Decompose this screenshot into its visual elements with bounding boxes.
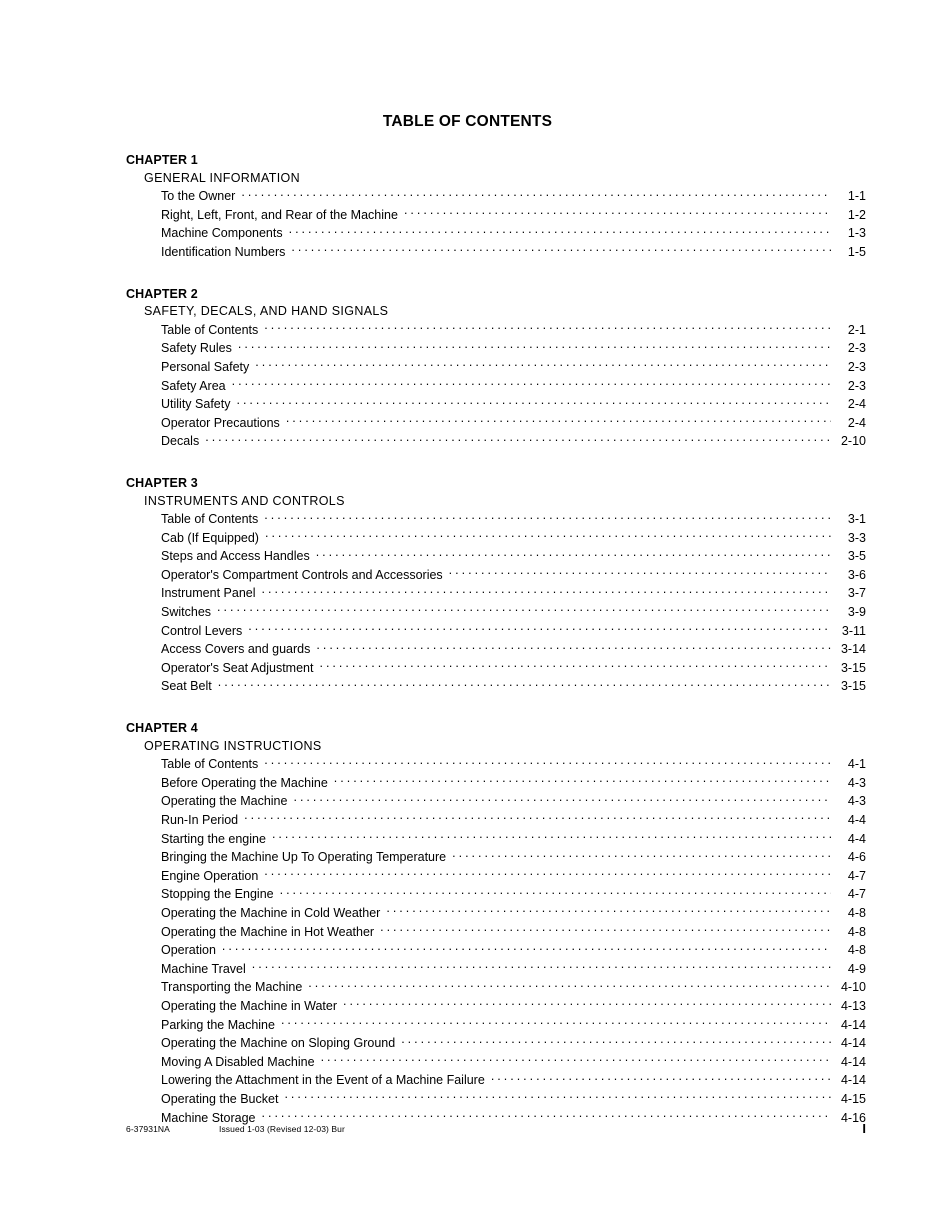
toc-entry-page-number: 2-4 [847, 415, 866, 430]
toc-entry-page-number: 4-16 [840, 1110, 866, 1125]
toc-dot-leader [238, 339, 831, 352]
toc-entry-page-number: 3-15 [840, 679, 866, 694]
toc-entry[interactable] [161, 187, 866, 206]
toc-entry-label: Starting the engine [161, 831, 266, 846]
chapter-title: OPERATING INSTRUCTIONS [144, 738, 322, 753]
toc-entry-label: Parking the Machine [161, 1017, 275, 1032]
toc-entry-page-number: 1-5 [847, 244, 866, 259]
toc-entry-label: Seat Belt [161, 679, 212, 694]
toc-entry[interactable] [161, 339, 866, 358]
toc-entry[interactable] [161, 885, 866, 904]
chapter-label: CHAPTER 4 [126, 721, 198, 736]
toc-entry-label: Before Operating the Machine [161, 775, 328, 790]
toc-entry[interactable] [161, 358, 866, 377]
toc-entry-label: Operating the Machine in Water [161, 998, 338, 1013]
toc-entry-page-number: 4-7 [847, 887, 866, 902]
toc-entry-label: Operation [161, 943, 216, 958]
toc-entry-label: Machine Travel [161, 961, 246, 976]
toc-dot-leader [272, 830, 831, 843]
toc-entry-page-number: 3-3 [847, 530, 866, 545]
toc-dot-leader [248, 622, 831, 635]
toc-dot-leader [293, 792, 831, 805]
toc-dot-leader [289, 224, 831, 237]
toc-dot-leader [316, 547, 831, 560]
toc-entry-page-number: 3-5 [847, 549, 866, 564]
toc-entry-page-number: 4-7 [847, 868, 866, 883]
toc-entry-page-number: 1-2 [847, 207, 866, 222]
toc-entry-page-number: 3-14 [840, 642, 866, 657]
chapter-entry-list [161, 321, 866, 451]
toc-entry[interactable] [161, 677, 866, 696]
toc-dot-leader [264, 867, 831, 880]
toc-dot-leader [265, 529, 831, 542]
toc-entry[interactable] [161, 1053, 866, 1072]
table-of-contents [126, 152, 866, 1127]
toc-entry-page-number: 4-4 [847, 831, 866, 846]
toc-entry-label: Operating the Bucket [161, 1091, 279, 1106]
toc-entry-page-number: 4-10 [840, 980, 866, 995]
chapter-label: CHAPTER 2 [126, 286, 198, 301]
toc-entry-page-number: 4-3 [847, 775, 866, 790]
chapter-label: CHAPTER 3 [126, 475, 198, 490]
toc-entry[interactable] [161, 978, 866, 997]
toc-dot-leader [252, 960, 831, 973]
toc-dot-leader [280, 885, 831, 898]
toc-entry-page-number: 3-11 [841, 623, 866, 638]
toc-entry[interactable] [161, 547, 866, 566]
toc-entry-page-number: 4-13 [840, 998, 866, 1013]
toc-entry[interactable] [161, 395, 866, 414]
toc-entry-label: Table of Contents [161, 512, 259, 527]
toc-entry-page-number: 4-8 [847, 905, 866, 920]
toc-entry-label: Moving A Disabled Machine [161, 1054, 315, 1069]
toc-entry-page-number: 4-14 [840, 1054, 866, 1069]
toc-dot-leader [452, 848, 831, 861]
toc-dot-leader [401, 1034, 831, 1047]
toc-dot-leader [284, 1090, 831, 1103]
toc-dot-leader [281, 1016, 831, 1029]
toc-entry-label: Instrument Panel [161, 586, 256, 601]
footer-part-number: 6-37931NA [126, 1124, 170, 1134]
toc-entry[interactable] [161, 622, 866, 641]
toc-entry[interactable] [161, 774, 866, 793]
toc-entry-label: Table of Contents [161, 757, 259, 772]
toc-dot-leader [291, 243, 831, 256]
toc-entry-label: Operator's Compartment Controls and Accessories [161, 567, 443, 582]
toc-dot-leader [316, 640, 831, 653]
toc-dot-leader [334, 774, 831, 787]
toc-entry[interactable] [161, 755, 866, 774]
page-footer [126, 1121, 866, 1144]
chapter-block [126, 475, 866, 696]
toc-entry-label: Lowering the Attachment in the Event of a Machine Failure [161, 1073, 485, 1088]
toc-entry-page-number: 1-3 [847, 226, 866, 241]
toc-dot-leader [319, 659, 831, 672]
toc-dot-leader [380, 923, 831, 936]
toc-dot-leader [264, 321, 831, 334]
toc-entry[interactable] [161, 224, 866, 243]
toc-entry-label: Operator Precautions [161, 415, 280, 430]
toc-dot-leader [255, 358, 831, 371]
toc-entry-label: Safety Area [161, 378, 226, 393]
toc-entry[interactable] [161, 566, 866, 585]
toc-entry-label: Operating the Machine in Cold Weather [161, 905, 381, 920]
toc-entry[interactable] [161, 811, 866, 830]
toc-entry-page-number: 4-14 [840, 1017, 866, 1032]
toc-entry-page-number: 2-4 [847, 397, 866, 412]
toc-dot-leader [218, 677, 831, 690]
toc-entry-label: Engine Operation [161, 868, 259, 883]
toc-entry-label: Switches [161, 605, 212, 620]
toc-entry-label: Access Covers and guards [161, 642, 311, 657]
toc-entry[interactable] [161, 997, 866, 1016]
toc-dot-leader [321, 1053, 831, 1066]
toc-entry-label: Table of Contents [161, 322, 259, 337]
toc-dot-leader [262, 1109, 831, 1122]
toc-entry-label: Bringing the Machine Up To Operating Temperature [161, 850, 447, 865]
toc-entry-page-number: 4-15 [840, 1091, 866, 1106]
toc-entry-page-number: 4-6 [847, 850, 866, 865]
chapter-block [126, 720, 866, 1127]
toc-entry-page-number: 1-1 [847, 189, 866, 204]
toc-entry-label: To the Owner [161, 189, 236, 204]
toc-dot-leader [386, 904, 831, 917]
toc-entry[interactable] [161, 377, 866, 396]
toc-dot-leader [264, 510, 831, 523]
toc-entry[interactable] [161, 830, 866, 849]
toc-dot-leader [286, 414, 831, 427]
toc-entry-label: Operator's Seat Adjustment [161, 660, 314, 675]
chapter-label: CHAPTER 1 [126, 153, 198, 167]
toc-dot-leader [241, 187, 831, 200]
toc-entry-label: Utility Safety [161, 397, 231, 412]
toc-entry-label: Safety Rules [161, 341, 232, 356]
toc-entry-label: Stopping the Engine [161, 887, 274, 902]
toc-entry-page-number: 4-9 [847, 961, 866, 976]
toc-entry-label: Transporting the Machine [161, 980, 303, 995]
toc-entry[interactable] [161, 640, 866, 659]
toc-entry-label: Steps and Access Handles [161, 549, 310, 564]
toc-entry-page-number: 2-3 [847, 378, 866, 393]
toc-entry-page-number: 3-15 [840, 660, 866, 675]
toc-entry-label: Decals [161, 434, 200, 449]
toc-entry[interactable] [161, 584, 866, 603]
toc-entry-page-number: 4-3 [847, 794, 866, 809]
chapter-title: INSTRUMENTS AND CONTROLS [144, 493, 345, 508]
toc-entry-page-number: 4-8 [847, 924, 866, 939]
toc-entry-page-number: 4-8 [847, 943, 866, 958]
toc-entry-label: Right, Left, Front, and Rear of the Machine [161, 207, 398, 222]
page-title: TABLE OF CONTENTS [382, 113, 553, 130]
toc-entry-page-number: 2-10 [840, 434, 866, 449]
chapter-title: GENERAL INFORMATION [144, 170, 300, 185]
toc-entry[interactable] [161, 867, 866, 886]
toc-entry-page-number: 3-7 [847, 586, 866, 601]
toc-entry[interactable] [161, 529, 866, 548]
toc-entry[interactable] [161, 941, 866, 960]
toc-dot-leader [343, 997, 831, 1010]
chapter-entry-list [161, 755, 866, 1127]
toc-dot-leader [404, 206, 831, 219]
toc-entry-page-number: 3-9 [847, 605, 866, 620]
toc-entry[interactable] [161, 1090, 866, 1109]
toc-dot-leader [244, 811, 831, 824]
toc-entry-label: Operating the Machine [161, 794, 288, 809]
toc-entry[interactable] [161, 1016, 866, 1035]
toc-entry[interactable] [161, 1071, 866, 1090]
toc-entry-label: Operating the Machine on Sloping Ground [161, 1036, 396, 1051]
toc-entry-page-number: 4-1 [847, 757, 866, 772]
toc-entry-label: Machine Components [161, 226, 283, 241]
toc-entry-page-number: 2-3 [847, 341, 866, 356]
toc-dot-leader [262, 584, 832, 597]
toc-entry[interactable] [161, 904, 866, 923]
toc-entry[interactable] [161, 243, 866, 262]
toc-entry-page-number: 3-1 [847, 512, 866, 527]
toc-entry[interactable] [161, 923, 866, 942]
toc-entry[interactable] [161, 432, 866, 451]
toc-entry[interactable] [161, 792, 866, 811]
toc-dot-leader [236, 395, 831, 408]
toc-entry[interactable] [161, 960, 866, 979]
toc-entry[interactable] [161, 1034, 866, 1053]
chapter-block [126, 152, 866, 262]
toc-entry-page-number: 4-4 [847, 813, 866, 827]
toc-entry-label: Cab (If Equipped) [161, 530, 259, 545]
toc-entry[interactable] [161, 321, 866, 340]
chapter-title: SAFETY, DECALS, AND HAND SIGNALS [144, 304, 389, 319]
toc-dot-leader [217, 603, 831, 616]
toc-dot-leader [232, 377, 831, 390]
toc-entry-label: Control Levers [161, 623, 243, 638]
toc-dot-leader [308, 978, 831, 991]
toc-entry[interactable] [161, 414, 866, 433]
footer-issue-date: Issued 1-03 (Revised 12-03) Bur [219, 1124, 345, 1134]
chapter-entry-list [161, 510, 866, 696]
toc-entry-page-number: 2-3 [847, 359, 866, 374]
toc-entry-label: Personal Safety [161, 359, 250, 374]
toc-dot-leader [222, 941, 831, 954]
toc-dot-leader [264, 755, 831, 768]
chapter-block [126, 286, 866, 451]
toc-dot-leader [449, 566, 831, 579]
toc-entry[interactable] [161, 206, 866, 225]
toc-entry[interactable] [161, 659, 866, 678]
toc-entry-page-number: 2-1 [847, 322, 866, 337]
toc-entry[interactable] [161, 510, 866, 529]
toc-entry-label: Machine Storage [161, 1110, 256, 1125]
footer-page-number: I [862, 1121, 866, 1136]
toc-entry[interactable] [161, 848, 866, 867]
toc-entry-page-number: 3-6 [847, 567, 866, 582]
toc-dot-leader [491, 1071, 831, 1084]
toc-entry-label: Run-In Period [161, 813, 239, 827]
toc-entry-label: Operating the Machine in Hot Weather [161, 924, 375, 939]
toc-entry[interactable] [161, 603, 866, 622]
toc-entry-label: Identification Numbers [161, 244, 286, 259]
chapter-entry-list [161, 187, 866, 261]
toc-entry-page-number: 4-14 [840, 1073, 866, 1088]
toc-dot-leader [205, 432, 831, 445]
toc-entry-page-number: 4-14 [840, 1036, 866, 1051]
